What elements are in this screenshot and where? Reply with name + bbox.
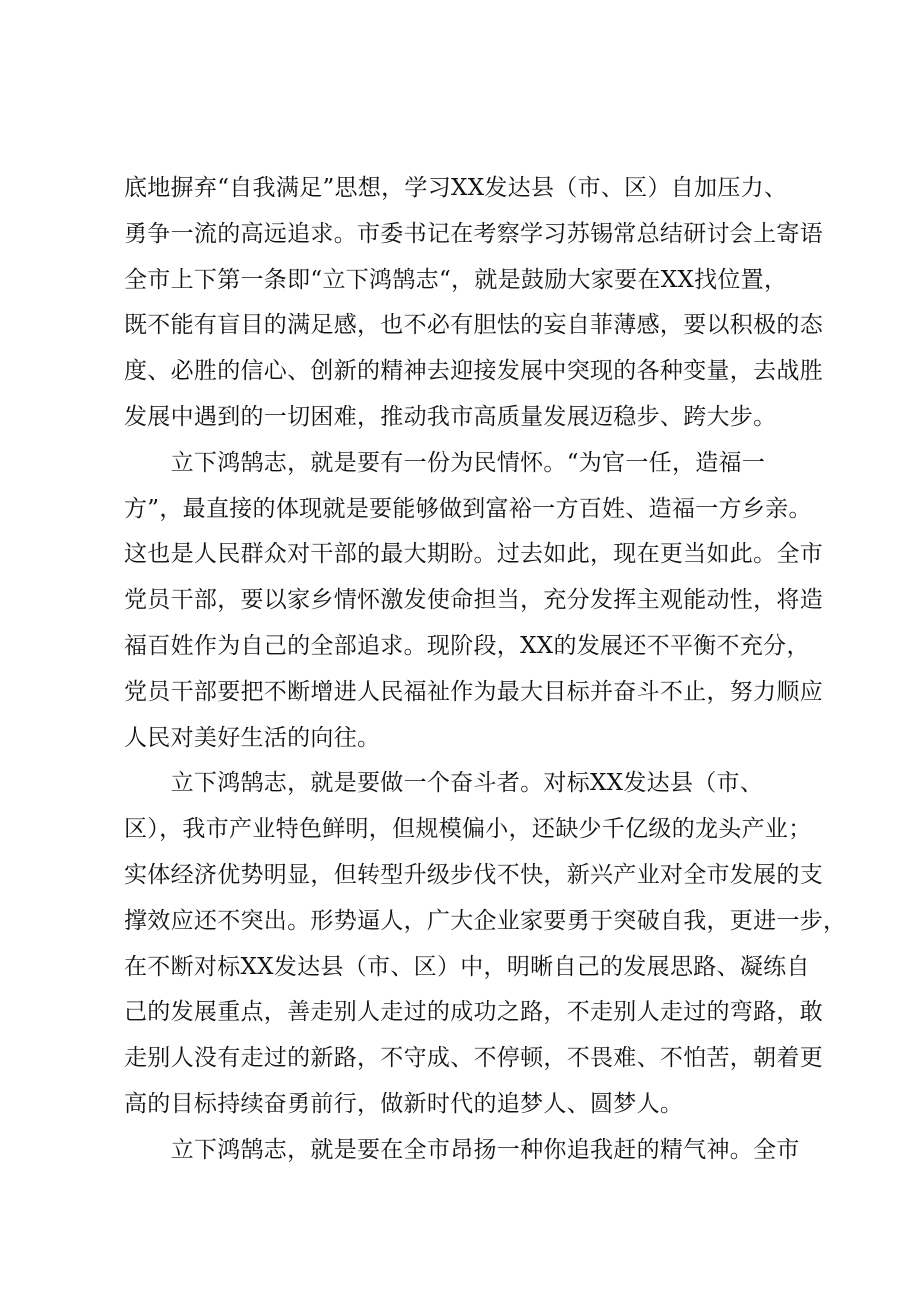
text-line: 发展中遇到的一切困难，推动我市高质量发展迈稳步、跨大步。 <box>124 403 777 430</box>
text-line: 党员干部，要以家乡情怀激发使命担当，充分发挥主观能动性，将造 <box>124 587 823 614</box>
text-line: 立下鸿鹄志，就是要在全市昂扬一种你追我赶的精气神。全市 <box>124 1136 800 1163</box>
text-line: 区），我市产业特色鲜明，但规模偏小，还缺少千亿级的龙头产业； <box>124 816 812 843</box>
text-line: 己的发展重点，善走别人走过的成功之路，不走别人走过的弯路，敢 <box>124 999 823 1026</box>
text-line: 撑效应还不突出。形势逼人，广大企业家要勇于突破自我，更进一步， <box>124 907 847 934</box>
text-line: 福百姓作为自己的全部追求。现阶段，XX的发展还不平衡不充分， <box>124 632 810 659</box>
text-line: 立下鸿鹄志，就是要有一份为民情怀。“为官一任，造福一 <box>124 449 766 476</box>
document-body <box>124 166 847 1174</box>
text-line: 实体经济优势明显，但转型升级步伐不快，新兴产业对全市发展的支 <box>124 861 823 888</box>
text-line: 勇争一流的高远追求。市委书记在考察学习苏锡常总结研讨会上寄语 <box>124 220 823 247</box>
text-line: 底地摒弃“自我满足”思想，学习XX发达县（市、区）自加压力、 <box>124 175 788 201</box>
text-line: 党员干部要把不断增进人民福祉作为最大目标并奋斗不止，努力顺应 <box>124 678 823 705</box>
text-line: 这也是人民群众对干部的最大期盼。过去如此，现在更当如此。全市 <box>124 541 823 568</box>
text-line: 高的目标持续奋勇前行，做新时代的追梦人、圆梦人。 <box>124 1090 684 1117</box>
text-line: 既不能有盲目的满足感，也不必有胆怯的妄自菲薄感，要以积极的态 <box>124 312 823 339</box>
text-line: 立下鸿鹄志，就是要做一个奋斗者。对标XX发达县（市、 <box>124 770 764 797</box>
text-line: 全市上下第一条即“立下鸿鹄志“，就是鼓励大家要在XX找位置， <box>124 266 788 293</box>
text-line: 在不断对标XX发达县（市、区）中，明晰自己的发展思路、凝练自 <box>124 953 810 980</box>
text-line: 人民对美好生活的向往。 <box>124 724 381 751</box>
text-line: 方”，最直接的体现就是要能够做到富裕一方百姓、造福一方乡亲。 <box>124 495 812 522</box>
text-line: 度、必胜的信心、创新的精神去迎接发展中突现的各种变量，去战胜 <box>124 358 823 385</box>
text-line: 走别人没有走过的新路，不守成、不停顿，不畏难、不怕苦，朝着更 <box>124 1045 823 1072</box>
